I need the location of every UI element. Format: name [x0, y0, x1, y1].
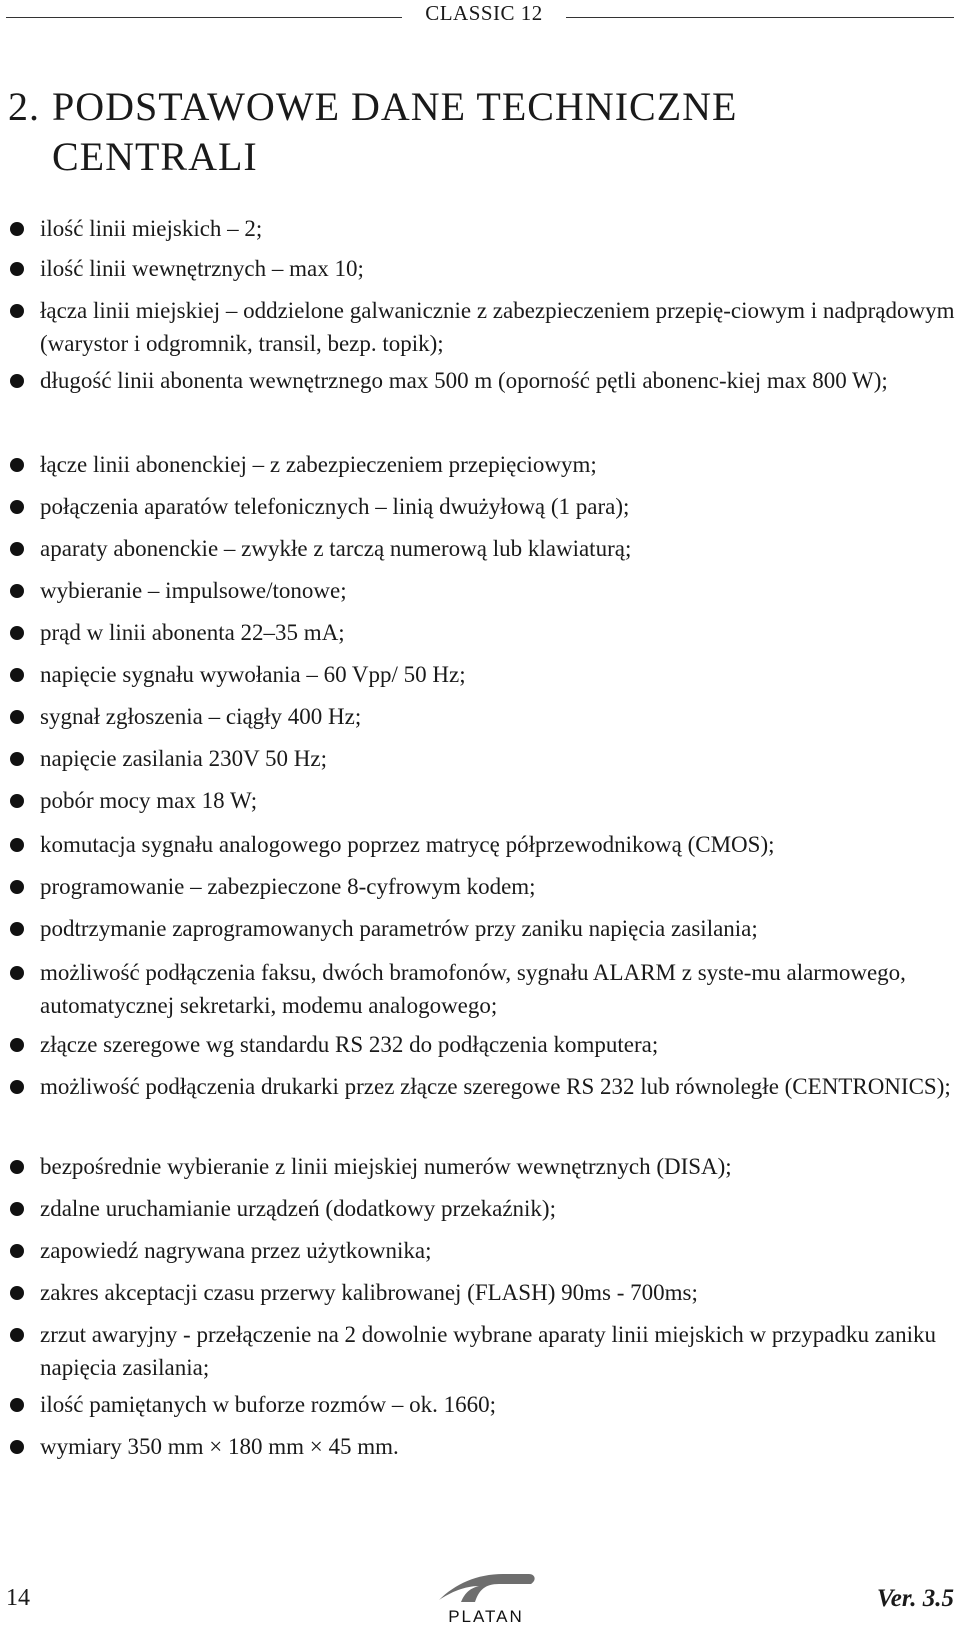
header-rule-left — [6, 17, 402, 18]
spec-text: ilość linii wewnętrznych – max 10; — [40, 256, 364, 281]
platan-logo — [425, 1562, 547, 1626]
bullet-icon — [10, 1080, 24, 1094]
bullet-icon — [10, 1038, 24, 1052]
bullet-icon — [10, 710, 24, 724]
spec-text: zapowiedź nagrywana przez użytkownika; — [40, 1238, 432, 1263]
bullet-icon — [10, 626, 24, 640]
bullet-icon — [10, 838, 24, 852]
spec-text: zrzut awaryjny - przełączenie na 2 dowolnie wybrane aparaty linii miejskich w przypadku zaniku napięcia zasilania; — [40, 1322, 937, 1380]
bullet-icon — [10, 304, 24, 318]
section-title-line1: PODSTAWOWE DANE TECHNICZNE — [52, 84, 738, 129]
spec-text: zdalne uruchamianie urządzeń (dodatkowy przekaźnik); — [40, 1196, 556, 1221]
bullet-icon — [10, 794, 24, 808]
spec-text: łącza linii miejskiej – oddzielone galwanicznie z zabezpieczeniem przepię-ciowym i nadprądowym (warystor i odgromnik, transil, bezp. topik); — [40, 298, 955, 356]
spec-text: łącze linii abonenckiej – z zabezpieczeniem przepięciowym; — [40, 452, 597, 477]
spec-text: podtrzymanie zaprogramowanych parametrów przy zaniku napięcia zasilania; — [40, 916, 758, 941]
running-title: CLASSIC 12 — [425, 1, 543, 25]
spec-text: bezpośrednie wybieranie z linii miejskiej numerów wewnętrznych (DISA); — [40, 1154, 732, 1179]
spec-text: sygnał zgłoszenia – ciągły 400 Hz; — [40, 704, 362, 729]
bullet-icon — [10, 922, 24, 936]
page-header — [0, 0, 960, 28]
spec-text: aparaty abonenckie – zwykłe z tarczą numerową lub klawiaturą; — [40, 536, 632, 561]
bullet-icon — [10, 584, 24, 598]
spec-text: zakres akceptacji czasu przerwy kalibrowanej (FLASH) 90ms - 700ms; — [40, 1280, 698, 1305]
bullet-icon — [10, 752, 24, 766]
bullet-icon — [10, 668, 24, 682]
bullet-icon — [10, 1286, 24, 1300]
spec-text: pobór mocy max 18 W; — [40, 788, 258, 813]
spec-text: możliwość podłączenia drukarki przez złącze szeregowe RS 232 lub równoległe (CENTRONICS); — [40, 1074, 951, 1099]
platan-logo-text: PLATAN — [448, 1607, 524, 1626]
bullet-icon — [10, 262, 24, 276]
spec-text: komutacja sygnału analogowego poprzez matrycę półprzewodnikową (CMOS); — [40, 832, 775, 857]
bullet-icon — [10, 1328, 24, 1342]
bullet-icon — [10, 374, 24, 388]
bullet-icon — [10, 1398, 24, 1412]
spec-text: prąd w linii abonenta 22–35 mA; — [40, 620, 345, 645]
spec-text: ilość linii miejskich – 2; — [40, 216, 263, 241]
section-number: 2. — [8, 84, 40, 129]
spec-text: ilość pamiętanych w buforze rozmów – ok. 1660; — [40, 1392, 497, 1417]
spec-text: wybieranie – impulsowe/tonowe; — [40, 578, 347, 603]
bullet-icon — [10, 542, 24, 556]
bullet-icon — [10, 1202, 24, 1216]
bullet-icon — [10, 1244, 24, 1258]
spec-text: wymiary 350 mm × 180 mm × 45 mm. — [40, 1434, 399, 1459]
bullet-icon — [10, 1440, 24, 1454]
version-label: Ver. 3.5 — [876, 1585, 954, 1612]
bullet-icon — [10, 1160, 24, 1174]
bullet-icon — [10, 880, 24, 894]
spec-text: napięcie sygnału wywołania – 60 Vpp/ 50 Hz; — [40, 662, 466, 687]
spec-text: złącze szeregowe wg standardu RS 232 do podłączenia komputera; — [40, 1032, 659, 1057]
spec-text: możliwość podłączenia faksu, dwóch bramofonów, sygnału ALARM z syste-mu alarmowego, automatycznej sekretarki, modemu analogowego; — [40, 960, 906, 1018]
bullet-icon — [10, 458, 24, 472]
spec-text: długość linii abonenta wewnętrznego max 500 m (oporność pętli abonenc-kiej max 800 W); — [40, 368, 888, 393]
spec-text: napięcie zasilania 230V 50 Hz; — [40, 746, 327, 771]
bullet-icon — [10, 966, 24, 980]
bullet-icon — [10, 222, 24, 236]
section-title-line2: CENTRALI — [52, 134, 258, 179]
header-rule-right — [566, 17, 954, 18]
page-number: 14 — [6, 1585, 30, 1611]
platan-logo-mark — [439, 1574, 535, 1602]
section-title — [8, 82, 737, 182]
bullet-icon — [10, 500, 24, 514]
spec-text: programowanie – zabezpieczone 8-cyfrowym kodem; — [40, 874, 536, 899]
spec-text: połączenia aparatów telefonicznych – linią dwużyłową (1 para); — [40, 494, 630, 519]
